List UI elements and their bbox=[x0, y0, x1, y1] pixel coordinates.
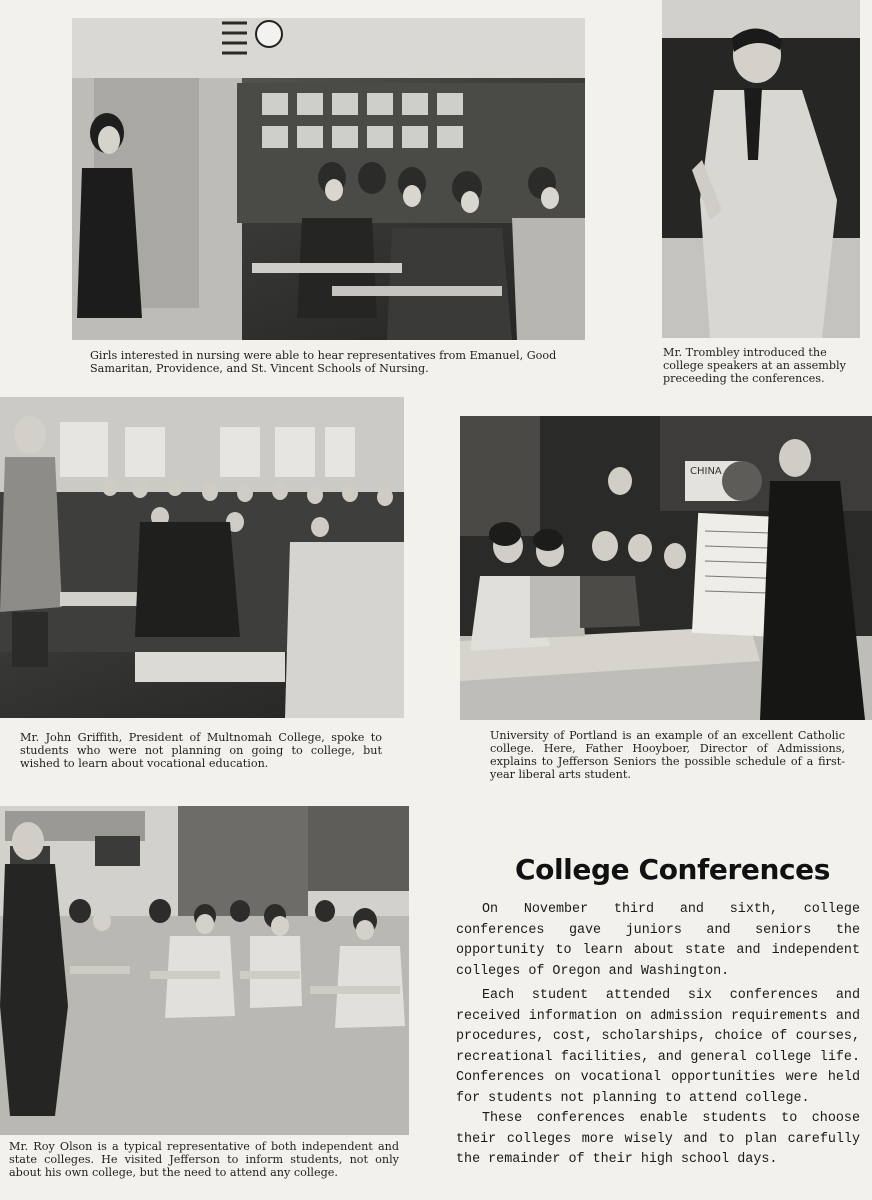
caption-griffith: Mr. John Griffith, President of Multnomah College, spoke to students who were not planning on going to college, but wished to learn about vocational education. bbox=[20, 731, 382, 770]
article-paragraph-2: Each student attended six conferences and received information on admission requirements and procedures, cost, scholarships, choice of courses, recreational facilities, and general college life. Conferences on vocational opportunities were held for students not planning to attend college. bbox=[456, 988, 860, 1106]
trombley-scene bbox=[662, 0, 860, 338]
photo-mr-trombley bbox=[662, 0, 860, 338]
photo-mr-roy-olson bbox=[0, 806, 409, 1135]
nursing-classroom-scene bbox=[72, 18, 585, 340]
olson-scene bbox=[0, 806, 409, 1135]
article-paragraph-1: On November third and sixth, college conferences gave juniors and seniors the opportunity to learn about state and independent colleges of Oregon and Washington. bbox=[456, 902, 860, 979]
caption-portland: University of Portland is an example of an excellent Catholic college. Here, Father Hooyboer, Director of Admissions, explains to Jefferson Seniors the possible schedule of a first-year liberal arts student. bbox=[490, 729, 845, 781]
caption-nursing: Girls interested in nursing were able to hear representatives from Emanuel, Good Samaritan, Providence, and St. Vincent Schools of Nursing. bbox=[90, 349, 557, 375]
article-title: College Conferences bbox=[515, 853, 831, 886]
photo-university-of-portland bbox=[460, 416, 872, 720]
article-paragraph-3: These conferences enable students to choose their colleges more wisely and to plan carefully the remainder of their high school days. bbox=[456, 1111, 860, 1167]
photo-mr-griffith bbox=[0, 397, 404, 718]
caption-trombley: Mr. Trombley introduced the college speakers at an assembly preceeding the conferences. bbox=[663, 346, 846, 385]
photo-nursing-classroom bbox=[72, 18, 585, 340]
sign-text: CHINA bbox=[690, 466, 722, 477]
griffith-scene bbox=[0, 397, 404, 718]
portland-scene bbox=[460, 416, 872, 720]
caption-olson: Mr. Roy Olson is a typical representative of both independent and state colleges. He visited Jefferson to inform students, not only about his own college, but the need to attend any college. bbox=[9, 1140, 399, 1179]
